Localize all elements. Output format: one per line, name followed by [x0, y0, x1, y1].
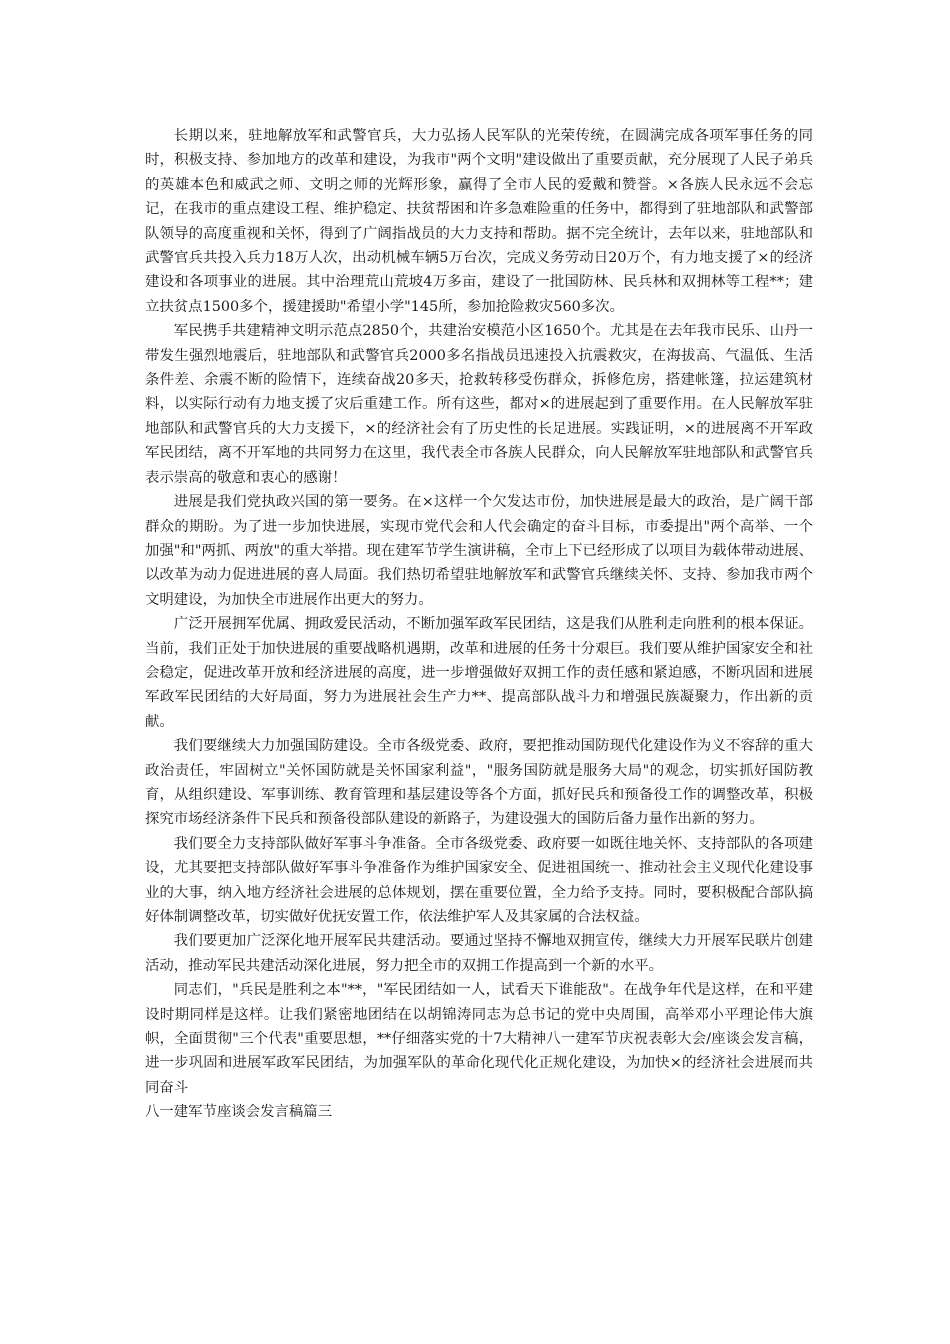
paragraph-7: 我们要更加广泛深化地开展军民共建活动。要通过坚持不懈地双拥宣传，继续大力开展军民联片创建活动，推动军民共建活动深化进展，努力把全市的双拥工作提高到一个新的水平。 — [145, 933, 813, 974]
paragraph-5: 我们要继续大力加强国防建设。全市各级党委、政府，要把推动国防现代化建设作为义不容辞的重大政治责任，牢固树立"关怀国防就是关怀国家利益"，"服务国防就是服务大局"的观念，切实抓好国防教育，从组织建设、军事训练、教育管理和基层建设等各个方面，抓好民兵和预备役工作的调整改革，积极探究市场经济条件下民兵和预备役部队建设的新路子，为建设强大的国防后备力量作出新的努力。 — [145, 738, 813, 828]
document-body — [145, 124, 813, 1125]
paragraph-4: 广泛开展拥军优属、拥政爱民活动，不断加强军政军民团结，这是我们从胜利走向胜利的根本保证。当前，我们正处于加快进展的重要战略机遇期，改革和进展的任务十分艰巨。我们要从维护国家安全和社会稳定，促进改革开放和经济进展的高度，进一步增强做好双拥工作的责任感和紧迫感，不断巩固和进展军政军民团结的大好局面，努力为进展社会生产力**、提高部队战斗力和增强民族凝聚力，作出新的贡献。 — [145, 616, 813, 730]
paragraph-8: 同志们，"兵民是胜利之本"**，"军民团结如一人，试看天下谁能敌"。在战争年代是这样，在和平建设时期同样是这样。让我们紧密地团结在以胡锦涛同志为总书记的党中央周围，高举邓小平理论伟大旗帜，全面贯彻"三个代表"重要思想，**仔细落实党的十7大精神八一建军节庆祝表彰大会/座谈会发言稿，进一步巩固和进展军政军民团结，为加强军队的革命化现代化正规化建设，为加快×的经济社会进展而共同奋斗 — [145, 982, 813, 1096]
section-heading: 八一建军节座谈会发言稿篇三 — [145, 1104, 333, 1121]
paragraph-2: 军民携手共建精神文明示范点2850个，共建治安模范小区1650个。尤其是在去年我市民乐、山丹一带发生强烈地震后，驻地部队和武警官兵2000多名指战员迅速投入抗震救灾，在海拔高、气温低、生活条件差、余震不断的险情下，连续奋战20多天，抢救转移受伤群众，拆修危房，搭建帐篷，拉运建筑材料，以实际行动有力地支援了灾后重建工作。所有这些，都对×的进展起到了重要作用。在人民解放军驻地部队和武警官兵的大力支援下，×的经济社会有了历史性的长足进展。实践证明，×的进展离不开军政军民团结，离不开军地的共同努力在这里，我代表全市各族人民群众，向人民解放军驻地部队和武警官兵表示崇高的敬意和衷心的感谢！ — [145, 323, 813, 486]
paragraph-3: 进展是我们党执政兴国的第一要务。在×这样一个欠发达市份，加快进展是最大的政治，是广阔干部群众的期盼。为了进一步加快进展，实现市党代会和人代会确定的奋斗目标，市委提出"两个高举、一个加强"和"两抓、两放"的重大举措。现在建军节学生演讲稿，全市上下已经形成了以项目为载体带动进展、以改革为动力促进进展的喜人局面。我们热切希望驻地解放军和武警官兵继续关怀、支持、参加我市两个文明建设，为加快全市进展作出更大的努力。 — [145, 494, 813, 608]
paragraph-1: 长期以来，驻地解放军和武警官兵，大力弘扬人民军队的光荣传统，在圆满完成各项军事任务的同时，积极支持、参加地方的改革和建设，为我市"两个文明"建设做出了重要贡献，充分展现了人民子弟兵的英雄本色和威武之师、文明之师的光辉形象，赢得了全市人民的爱戴和赞誉。×各族人民永远不会忘记，在我市的重点建设工程、维护稳定、扶贫帮困和许多急难险重的任务中，都得到了驻地部队和武警部队领导的高度重视和关怀，得到了广阔指战员的大力支持和帮助。据不完全统计，去年以来，驻地部队和武警官兵共投入兵力18万人次，出动机械车辆5万台次，完成义务劳动日20万个，有力地支援了×的经济建设和各项事业的进展。其中治理荒山荒坡4万多亩，建设了一批国防林、民兵林和双拥林等工程**；建立扶贫点1500多个，援建援助"希望小学"145所，参加抢险救灾560多次。 — [145, 128, 813, 315]
paragraph-6: 我们要全力支持部队做好军事斗争准备。全市各级党委、政府要一如既往地关怀、支持部队的各项建设，尤其要把支持部队做好军事斗争准备作为维护国家安全、促进祖国统一、推动社会主义现代化建设事业的大事，纳入地方经济社会进展的总体规划，摆在重要位置，全力给予支持。同时，要积极配合部队搞好体制调整改革，切实做好优抚安置工作，依法维护军人及其家属的合法权益。 — [145, 835, 813, 925]
